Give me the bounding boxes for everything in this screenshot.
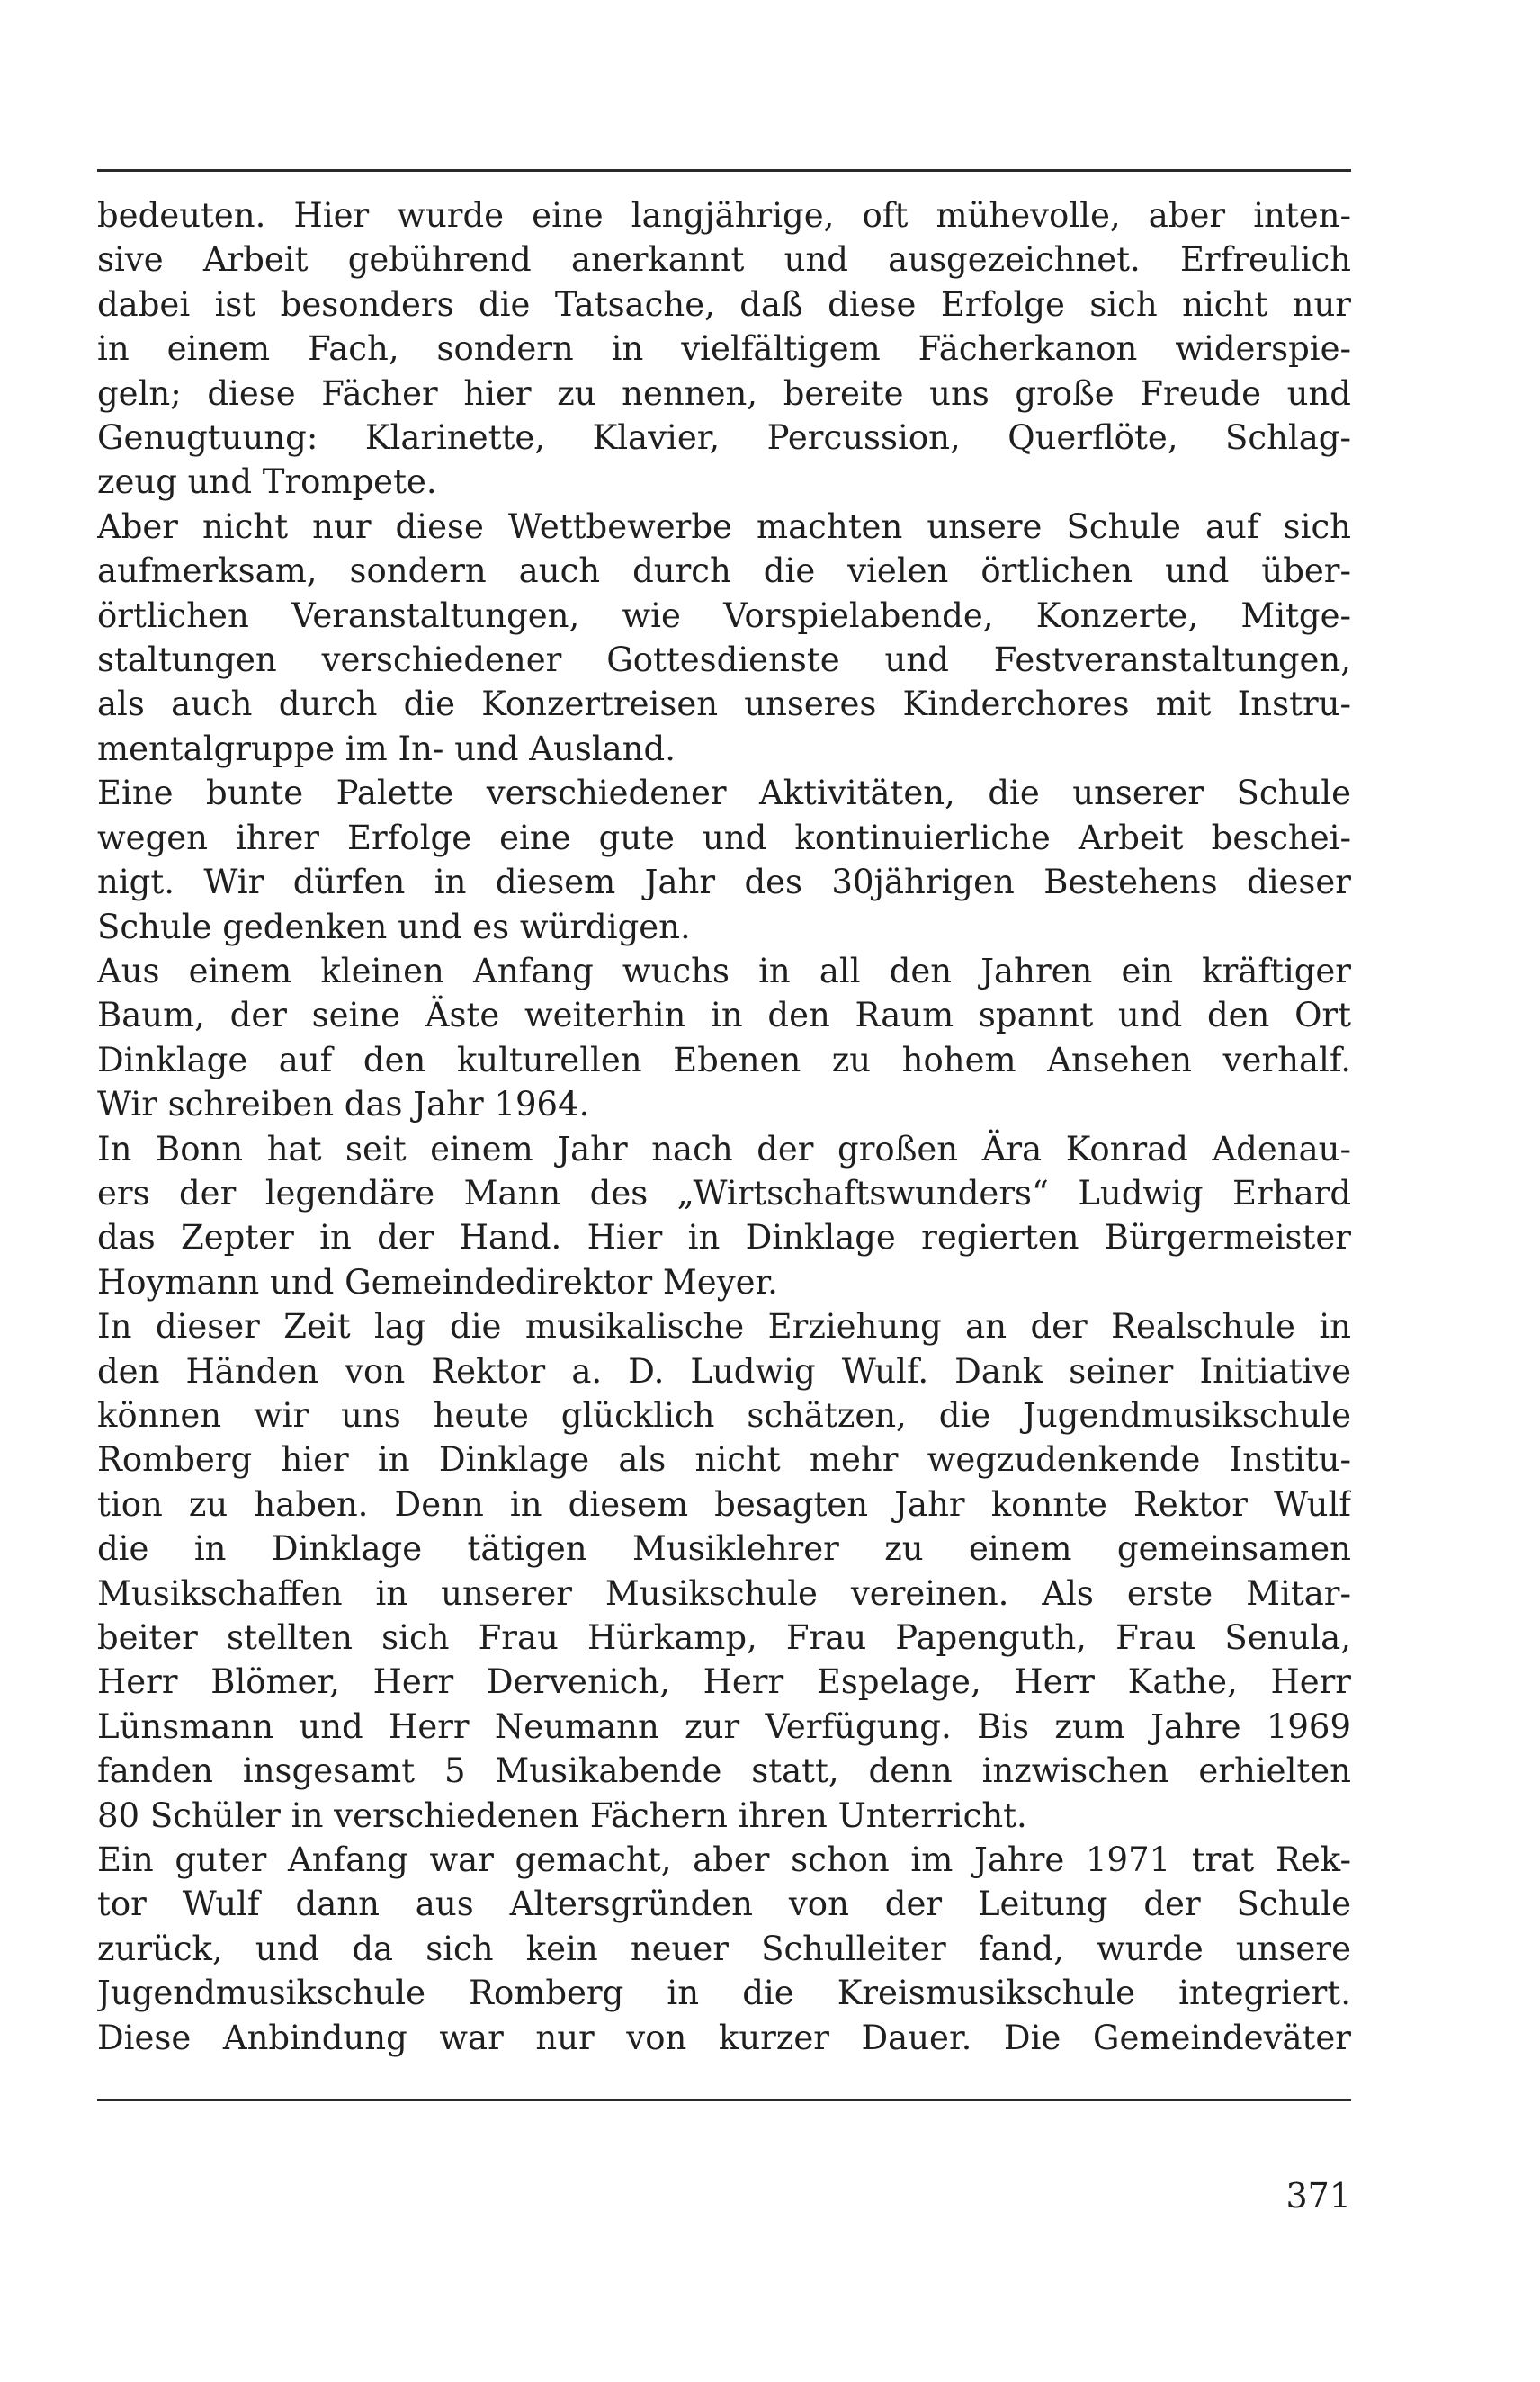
body-text (97, 193, 1351, 2060)
text-line: geln; diese Fächer hier zu nennen, bereite uns große Freude und (97, 373, 1351, 413)
text-line: Schule gedenken und es würdigen. (97, 907, 691, 946)
text-line: Diese Anbindung war nur von kurzer Dauer. Die Gemeindeväter (97, 2018, 1351, 2057)
text-line: Musikschaffen in unserer Musikschule vereinen. Als erste Mitar- (97, 1573, 1351, 1613)
text-line: mentalgruppe im In- und Ausland. (97, 729, 676, 768)
text-line: Wir schreiben das Jahr 1964. (97, 1085, 590, 1124)
text-line: staltungen verschiedener Gottesdienste und Festveranstaltungen, (97, 640, 1351, 680)
text-line: Ein guter Anfang war gemacht, aber schon im Jahre 1971 trat Rek- (97, 1840, 1351, 1880)
text-line: tion zu haben. Denn in diesem besagten Jahr konnte Rektor Wulf (97, 1484, 1351, 1524)
bottom-rule (97, 2099, 1351, 2101)
text-line: Baum, der seine Äste weiterhin in den Raum spannt und den Ort (97, 996, 1351, 1035)
text-line: das Zepter in der Hand. Hier in Dinklage regierten Bürgermeister (97, 1218, 1351, 1258)
text-line: Jugendmusikschule Romberg in die Kreismusikschule integriert. (97, 1974, 1351, 2013)
text-line: tor Wulf dann aus Altersgründen von der Leitung der Schule (97, 1885, 1351, 1924)
text-line: als auch durch die Konzertreisen unseres Kinderchores mit Instru- (97, 685, 1351, 724)
text-line: Aus einem kleinen Anfang wuchs in all den Jahren ein kräftiger (97, 951, 1351, 990)
text-line: Genugtuung: Klarinette, Klavier, Percussion, Querflöte, Schlag- (97, 418, 1351, 458)
text-line: dabei ist besonders die Tatsache, daß diese Erfolge sich nicht nur (97, 284, 1351, 324)
text-line: ers der legendäre Mann des „Wirtschaftswunders“ Ludwig Erhard (97, 1173, 1351, 1213)
text-line: In dieser Zeit lag die musikalische Erziehung an der Realschule in (97, 1307, 1351, 1347)
text-line: Romberg hier in Dinklage als nicht mehr wegzudenkende Institu- (97, 1440, 1351, 1480)
top-rule (97, 169, 1351, 172)
text-line: Dinklage auf den kulturellen Ebenen zu hohem Ansehen verhalf. (97, 1040, 1351, 1079)
text-line: zeug und Trompete. (97, 462, 437, 502)
text-line: aufmerksam, sondern auch durch die vielen örtlichen und über- (97, 551, 1351, 591)
text-line: beiter stellten sich Frau Hürkamp, Frau Papenguth, Frau Senula, (97, 1618, 1351, 1657)
text-line: örtlichen Veranstaltungen, wie Vorspielabende, Konzerte, Mitge- (97, 596, 1351, 635)
text-line: bedeuten. Hier wurde eine langjährige, oft mühevolle, aber inten- (97, 196, 1351, 235)
text-line: wegen ihrer Erfolge eine gute und kontinuierliche Arbeit beschei- (97, 818, 1351, 857)
text-line: Aber nicht nur diese Wettbewerbe machten unsere Schule auf sich (97, 506, 1351, 546)
text-line: nigt. Wir dürfen in diesem Jahr des 30jährigen Bestehens dieser (97, 863, 1351, 902)
text-line: können wir uns heute glücklich schätzen, die Jugendmusikschule (97, 1395, 1351, 1435)
text-line: Herr Blömer, Herr Dervenich, Herr Espelage, Herr Kathe, Herr (97, 1662, 1351, 1702)
page-number: 371 (1285, 2176, 1351, 2216)
text-line: fanden insgesamt 5 Musikabende statt, denn inzwischen erhielten (97, 1751, 1351, 1791)
text-line: 80 Schüler in verschiedenen Fächern ihren Unterricht. (97, 1795, 1027, 1835)
text-line: In Bonn hat seit einem Jahr nach der großen Ära Konrad Adenau- (97, 1129, 1351, 1169)
text-line: Eine bunte Palette verschiedener Aktivitäten, die unserer Schule (97, 774, 1351, 813)
text-line: zurück, und da sich kein neuer Schulleiter fand, wurde unsere (97, 1929, 1351, 1968)
text-line: Hoymann und Gemeindedirektor Meyer. (97, 1262, 778, 1302)
text-line: sive Arbeit gebührend anerkannt und ausgezeichnet. Erfreulich (97, 240, 1351, 280)
text-line: die in Dinklage tätigen Musiklehrer zu einem gemeinsamen (97, 1529, 1351, 1569)
text-line: Lünsmann und Herr Neumann zur Verfügung. Bis zum Jahre 1969 (97, 1706, 1351, 1746)
text-line: in einem Fach, sondern in vielfältigem Fächerkanon widerspie- (97, 329, 1351, 369)
text-line: den Händen von Rektor a. D. Ludwig Wulf. Dank seiner Initiative (97, 1351, 1351, 1391)
